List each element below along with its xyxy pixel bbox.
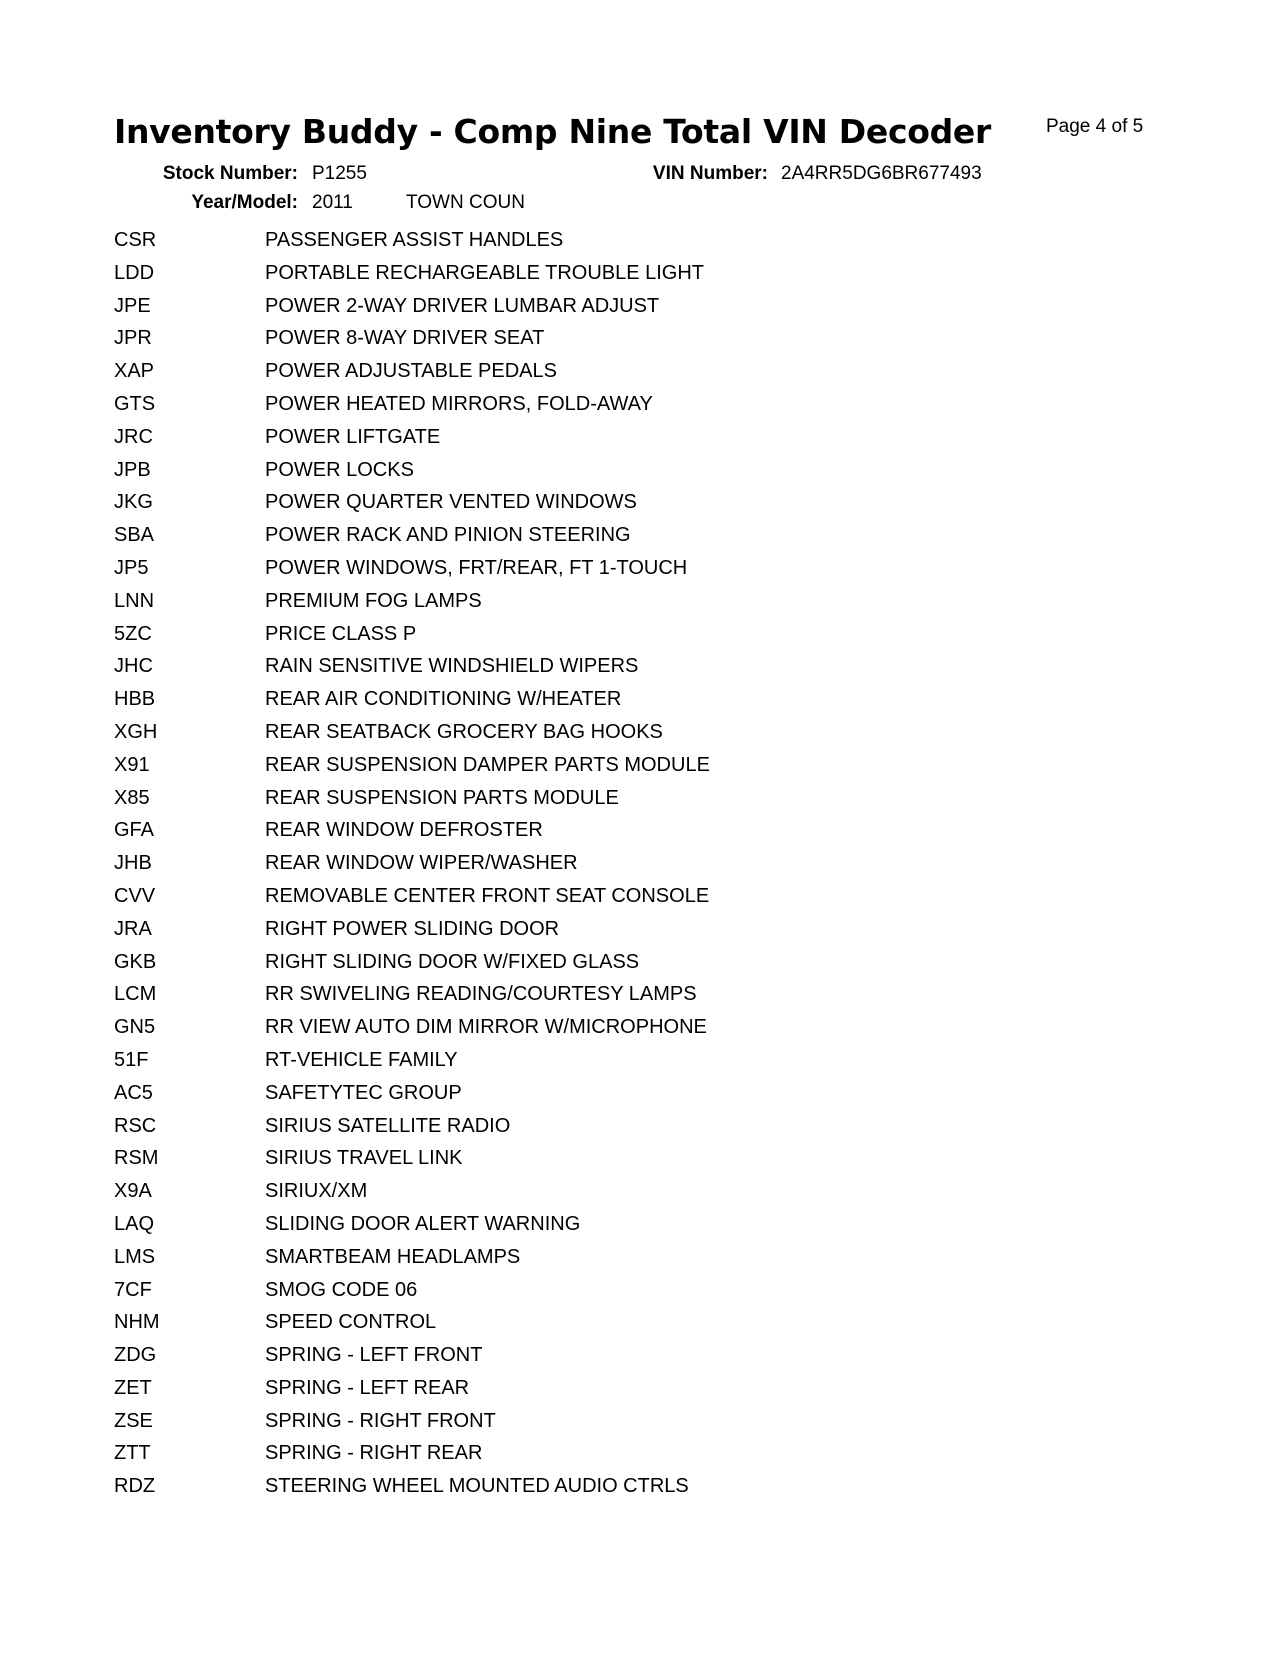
option-code-row bbox=[114, 327, 710, 360]
option-code-row bbox=[114, 918, 710, 951]
option-code-row bbox=[114, 1442, 710, 1475]
option-code-row bbox=[114, 1311, 710, 1344]
option-description: SLIDING DOOR ALERT WARNING bbox=[265, 1212, 581, 1235]
option-code-row bbox=[114, 1180, 710, 1213]
option-description: POWER LIFTGATE bbox=[265, 425, 441, 448]
option-description: POWER QUARTER VENTED WINDOWS bbox=[265, 491, 637, 514]
option-code-row bbox=[114, 1082, 710, 1115]
option-description: SPRING - RIGHT REAR bbox=[265, 1442, 483, 1465]
option-description: SPEED CONTROL bbox=[265, 1311, 437, 1334]
option-code-row bbox=[114, 1016, 710, 1049]
option-description: REAR SEATBACK GROCERY BAG HOOKS bbox=[265, 720, 663, 743]
option-description: SIRIUS TRAVEL LINK bbox=[265, 1147, 463, 1170]
option-code: RSC bbox=[114, 1114, 157, 1137]
page-number: Page 4 of 5 bbox=[1046, 116, 1144, 137]
option-code: GKB bbox=[114, 950, 157, 973]
option-description: RR SWIVELING READING/COURTESY LAMPS bbox=[265, 983, 697, 1006]
model-value: TOWN COUN bbox=[406, 192, 525, 213]
option-code-row bbox=[114, 295, 710, 328]
option-description: SIRIUX/XM bbox=[265, 1180, 368, 1203]
option-description: REAR SUSPENSION DAMPER PARTS MODULE bbox=[265, 753, 710, 776]
option-code: 7CF bbox=[114, 1278, 152, 1301]
option-code: JRA bbox=[114, 917, 152, 940]
option-code: RSM bbox=[114, 1147, 159, 1170]
option-code: X91 bbox=[114, 753, 150, 776]
option-description: SPRING - LEFT REAR bbox=[265, 1376, 470, 1399]
option-code: LAQ bbox=[114, 1212, 155, 1235]
option-code-row bbox=[114, 721, 710, 754]
option-code-row bbox=[114, 1410, 710, 1443]
year-model-label: Year/Model: bbox=[191, 192, 298, 213]
option-description: POWER RACK AND PINION STEERING bbox=[265, 524, 631, 547]
option-code-row bbox=[114, 819, 710, 852]
vin-number-value: 2A4RR5DG6BR677493 bbox=[781, 163, 982, 184]
option-description: POWER LOCKS bbox=[265, 458, 414, 481]
option-description: POWER WINDOWS, FRT/REAR, FT 1-TOUCH bbox=[265, 556, 688, 579]
option-description: PASSENGER ASSIST HANDLES bbox=[265, 229, 564, 251]
option-code: JRC bbox=[114, 425, 153, 448]
option-description: REAR WINDOW DEFROSTER bbox=[265, 819, 543, 842]
option-code: 51F bbox=[114, 1048, 149, 1071]
option-code-row bbox=[114, 360, 710, 393]
option-description: POWER HEATED MIRRORS, FOLD-AWAY bbox=[265, 392, 653, 415]
option-code-row bbox=[114, 1049, 710, 1082]
option-description: RT-VEHICLE FAMILY bbox=[265, 1048, 458, 1071]
option-code: JPB bbox=[114, 458, 151, 481]
option-code-row bbox=[114, 1344, 710, 1377]
option-description: STEERING WHEEL MOUNTED AUDIO CTRLS bbox=[265, 1475, 689, 1498]
option-description: REMOVABLE CENTER FRONT SEAT CONSOLE bbox=[265, 884, 710, 907]
option-description: PREMIUM FOG LAMPS bbox=[265, 589, 482, 612]
option-code-row bbox=[114, 557, 710, 590]
option-code: ZDG bbox=[114, 1344, 157, 1367]
option-code: X85 bbox=[114, 786, 150, 809]
option-code-row bbox=[114, 1475, 710, 1508]
option-description: SIRIUS SATELLITE RADIO bbox=[265, 1114, 511, 1137]
option-code: SBA bbox=[114, 524, 155, 547]
year-value: 2011 bbox=[312, 192, 353, 213]
option-code: HBB bbox=[114, 688, 156, 711]
option-description: POWER 8-WAY DRIVER SEAT bbox=[265, 327, 545, 350]
option-code-row bbox=[114, 1246, 710, 1279]
option-description: POWER 2-WAY DRIVER LUMBAR ADJUST bbox=[265, 294, 660, 317]
option-code: JHB bbox=[114, 852, 152, 875]
option-code: XGH bbox=[114, 720, 158, 743]
option-description: RIGHT POWER SLIDING DOOR bbox=[265, 917, 560, 940]
option-code: NHM bbox=[114, 1311, 160, 1334]
option-code: LDD bbox=[114, 261, 155, 284]
stock-number-value: P1255 bbox=[312, 163, 367, 184]
option-code: GN5 bbox=[114, 1016, 156, 1039]
option-code: JHC bbox=[114, 655, 153, 678]
option-code: ZSE bbox=[114, 1409, 153, 1432]
option-code: JPR bbox=[114, 327, 152, 350]
option-description: SMARTBEAM HEADLAMPS bbox=[265, 1245, 521, 1268]
option-code-row bbox=[114, 1147, 710, 1180]
option-description: RIGHT SLIDING DOOR W/FIXED GLASS bbox=[265, 950, 640, 973]
option-code-row bbox=[114, 951, 710, 984]
option-description: RR VIEW AUTO DIM MIRROR W/MICROPHONE bbox=[265, 1016, 707, 1039]
option-code-row bbox=[114, 1377, 710, 1410]
option-code-row bbox=[114, 1213, 710, 1246]
option-code-row bbox=[114, 229, 710, 262]
option-code: JP5 bbox=[114, 556, 149, 579]
option-description: PORTABLE RECHARGEABLE TROUBLE LIGHT bbox=[265, 261, 705, 284]
option-code: ZET bbox=[114, 1376, 152, 1399]
option-code: GTS bbox=[114, 392, 156, 415]
option-code-row bbox=[114, 524, 710, 557]
option-code: GFA bbox=[114, 819, 155, 842]
report-title: Inventory Buddy - Comp Nine Total VIN Decoder bbox=[114, 112, 991, 151]
vin-number-label: VIN Number: bbox=[652, 163, 768, 184]
option-code-row bbox=[114, 885, 710, 918]
option-code: AC5 bbox=[114, 1081, 153, 1104]
stock-number-label: Stock Number: bbox=[162, 163, 298, 184]
option-description: REAR AIR CONDITIONING W/HEATER bbox=[265, 688, 622, 711]
option-code: ZTT bbox=[114, 1442, 151, 1465]
option-code: 5ZC bbox=[114, 622, 152, 645]
option-code: LCM bbox=[114, 983, 157, 1006]
option-description: RAIN SENSITIVE WINDSHIELD WIPERS bbox=[265, 655, 639, 678]
option-description: REAR WINDOW WIPER/WASHER bbox=[265, 852, 578, 875]
option-code-row bbox=[114, 393, 710, 426]
option-description: POWER ADJUSTABLE PEDALS bbox=[265, 360, 557, 383]
option-code: JKG bbox=[114, 491, 153, 514]
option-code: CSR bbox=[114, 229, 157, 251]
option-description: SAFETYTEC GROUP bbox=[265, 1081, 462, 1104]
option-description: PRICE CLASS P bbox=[265, 622, 417, 645]
option-code-row bbox=[114, 459, 710, 492]
option-description: SMOG CODE 06 bbox=[265, 1278, 418, 1301]
option-code-row bbox=[114, 491, 710, 524]
option-description: SPRING - LEFT FRONT bbox=[265, 1344, 483, 1367]
option-code: CVV bbox=[114, 884, 156, 907]
option-code: X9A bbox=[114, 1180, 152, 1203]
option-code: LNN bbox=[114, 589, 155, 612]
option-code: RDZ bbox=[114, 1475, 156, 1498]
option-code-row bbox=[114, 754, 710, 787]
option-description: SPRING - RIGHT FRONT bbox=[265, 1409, 496, 1432]
option-code: LMS bbox=[114, 1245, 156, 1268]
option-code-row bbox=[114, 590, 710, 623]
option-code-row bbox=[114, 787, 710, 820]
option-code-row bbox=[114, 623, 710, 656]
option-code-row bbox=[114, 655, 710, 688]
option-code-row bbox=[114, 262, 710, 295]
option-code: XAP bbox=[114, 360, 155, 383]
option-code-row bbox=[114, 426, 710, 459]
option-description: REAR SUSPENSION PARTS MODULE bbox=[265, 786, 619, 809]
option-code-row bbox=[114, 983, 710, 1016]
option-code-row bbox=[114, 1115, 710, 1148]
option-code-list bbox=[114, 229, 710, 1508]
option-code-row bbox=[114, 688, 710, 721]
option-code: JPE bbox=[114, 294, 151, 317]
option-code-row bbox=[114, 1279, 710, 1312]
option-code-row bbox=[114, 852, 710, 885]
